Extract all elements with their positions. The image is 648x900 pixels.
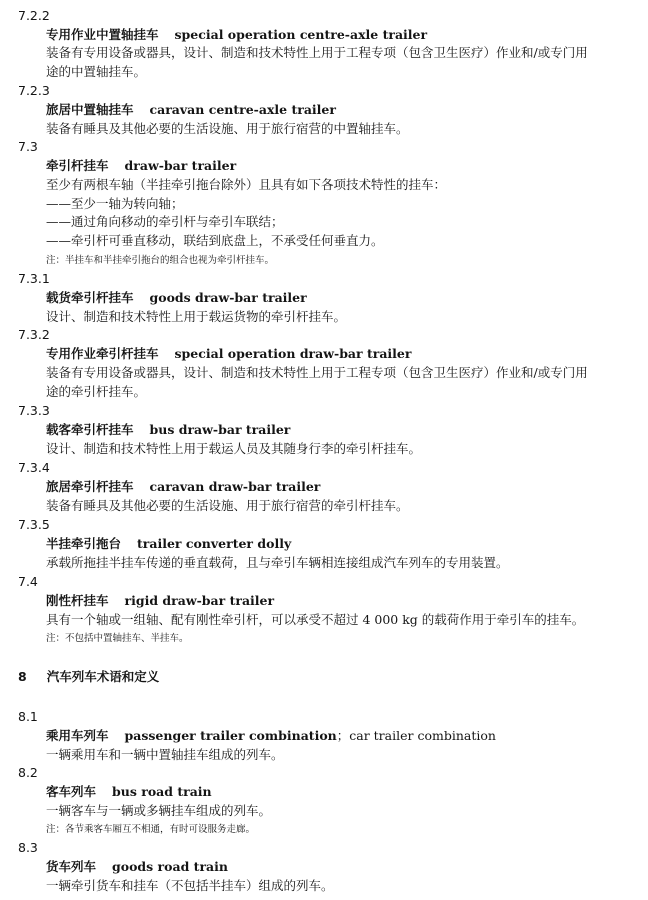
- term-heading: [46, 160, 236, 173]
- term-cn: 载客牵引杆挂车: [46, 422, 134, 437]
- clause-number: 8.3: [18, 840, 38, 855]
- clause-number: 8.2: [18, 765, 38, 780]
- clause-number: 7.3: [18, 139, 38, 154]
- term-en: caravan centre-axle trailer: [149, 102, 336, 117]
- definition-line: ——至少一轴为转向轴；: [46, 196, 184, 211]
- term-en: rigid draw-bar trailer: [124, 593, 275, 608]
- clause-number: 7.2.3: [18, 83, 50, 98]
- term-en: special operation draw-bar trailer: [174, 346, 412, 361]
- term-heading: [46, 730, 496, 743]
- term-heading: [46, 595, 274, 608]
- section-heading: [18, 671, 159, 684]
- term-cn: 专用作业牵引杆挂车: [46, 346, 159, 361]
- definition-line: 一辆乘用车和一辆中置轴挂车组成的列车。: [46, 747, 284, 762]
- term-cn: 旅居中置轴挂车: [46, 102, 134, 117]
- term-heading: [46, 786, 212, 799]
- definition-line: 装备有专用设备或器具，设计、制造和技术特性上用于工程专项（包含卫生医疗）作业和/或专门用: [46, 45, 588, 60]
- term-heading: [46, 348, 411, 361]
- term-en: goods road train: [112, 859, 228, 874]
- term-en: bus draw-bar trailer: [149, 422, 291, 437]
- clause-number: 7.3.5: [18, 517, 50, 532]
- term-en: trailer converter dolly: [137, 536, 292, 551]
- term-cn: 旅居牵引杆挂车: [46, 479, 134, 494]
- definition-line: 装备有睡具及其他必要的生活设施、用于旅行宿营的中置轴挂车。: [46, 121, 409, 136]
- definition-line: 途的牵引杆挂车。: [46, 384, 147, 399]
- term-heading: [46, 29, 427, 42]
- clause-number: 7.3.2: [18, 327, 50, 342]
- term-cn: 客车列车: [46, 784, 97, 799]
- definition-line: 途的中置轴挂车。: [46, 64, 147, 79]
- section-number: 8: [18, 669, 27, 684]
- term-en: caravan draw-bar trailer: [149, 479, 321, 494]
- term-en: bus road train: [112, 784, 212, 799]
- clause-number: 7.3.4: [18, 460, 50, 475]
- term-en: draw-bar trailer: [124, 158, 237, 173]
- note: 注：不包括中置轴挂车、半挂车。: [46, 633, 189, 644]
- definition-line: 一辆客车与一辆或多辆挂车组成的列车。: [46, 803, 272, 818]
- definition-line: ——通过角向移动的牵引杆与牵引车联结；: [46, 214, 284, 229]
- term-en: passenger trailer combination: [124, 728, 337, 743]
- definition-line: 具有一个轴或一组轴、配有刚性牵引杆，可以承受不超过 4 000 kg 的载荷作用于牵引车的挂车。: [46, 612, 585, 627]
- clause-number: 8.1: [18, 709, 38, 724]
- term-en: special operation centre-axle trailer: [174, 27, 428, 42]
- term-cn: 货车列车: [46, 859, 97, 874]
- term-cn: 刚性杆挂车: [46, 593, 109, 608]
- term-heading: [46, 538, 291, 551]
- definition-line: 装备有睡具及其他必要的生活设施、用于旅行宿营的牵引杆挂车。: [46, 498, 409, 513]
- definition-line: 承载所拖挂半挂车传递的垂直载荷，且与牵引车辆相连接组成汽车列车的专用装置。: [46, 555, 509, 570]
- clause-number: 7.3.3: [18, 403, 50, 418]
- note: 注：各节乘客车厢互不相通，有时可设服务走廊。: [46, 824, 256, 835]
- section-title: 汽车列车术语和定义: [46, 669, 160, 684]
- term-cn: 乘用车列车: [46, 728, 109, 743]
- term-en: goods draw-bar trailer: [149, 290, 307, 305]
- definition-line: 设计、制造和技术特性上用于载运人员及其随身行李的牵引杆挂车。: [46, 441, 422, 456]
- clause-number: 7.3.1: [18, 271, 50, 286]
- term-cn: 专用作业中置轴挂车: [46, 27, 159, 42]
- term-heading: [46, 292, 307, 305]
- term-heading: [46, 481, 320, 494]
- term-heading: [46, 424, 290, 437]
- definition-line: ——牵引杆可垂直移动，联结到底盘上，不承受任何垂直力。: [46, 233, 384, 248]
- term-heading: [46, 861, 228, 874]
- definition-line: 一辆牵引货车和挂车（不包括半挂车）组成的列车。: [46, 878, 334, 893]
- term-en-alt: ；car trailer combination: [336, 728, 496, 743]
- term-cn: 牵引杆挂车: [46, 158, 109, 173]
- note: 注：半挂车和半挂牵引拖台的组合也视为牵引杆挂车。: [46, 255, 275, 266]
- definition-line: 装备有专用设备或器具，设计、制造和技术特性上用于工程专项（包含卫生医疗）作业和/或专门用: [46, 365, 588, 380]
- term-cn: 半挂牵引拖台: [46, 536, 122, 551]
- clause-number: 7.2.2: [18, 8, 50, 23]
- term-cn: 载货牵引杆挂车: [46, 290, 134, 305]
- definition-line: 至少有两根车轴（半挂牵引拖台除外）且具有如下各项技术特性的挂车：: [46, 177, 447, 192]
- definition-line: 设计、制造和技术特性上用于载运货物的牵引杆挂车。: [46, 309, 347, 324]
- clause-number: 7.4: [18, 574, 38, 589]
- term-heading: [46, 104, 336, 117]
